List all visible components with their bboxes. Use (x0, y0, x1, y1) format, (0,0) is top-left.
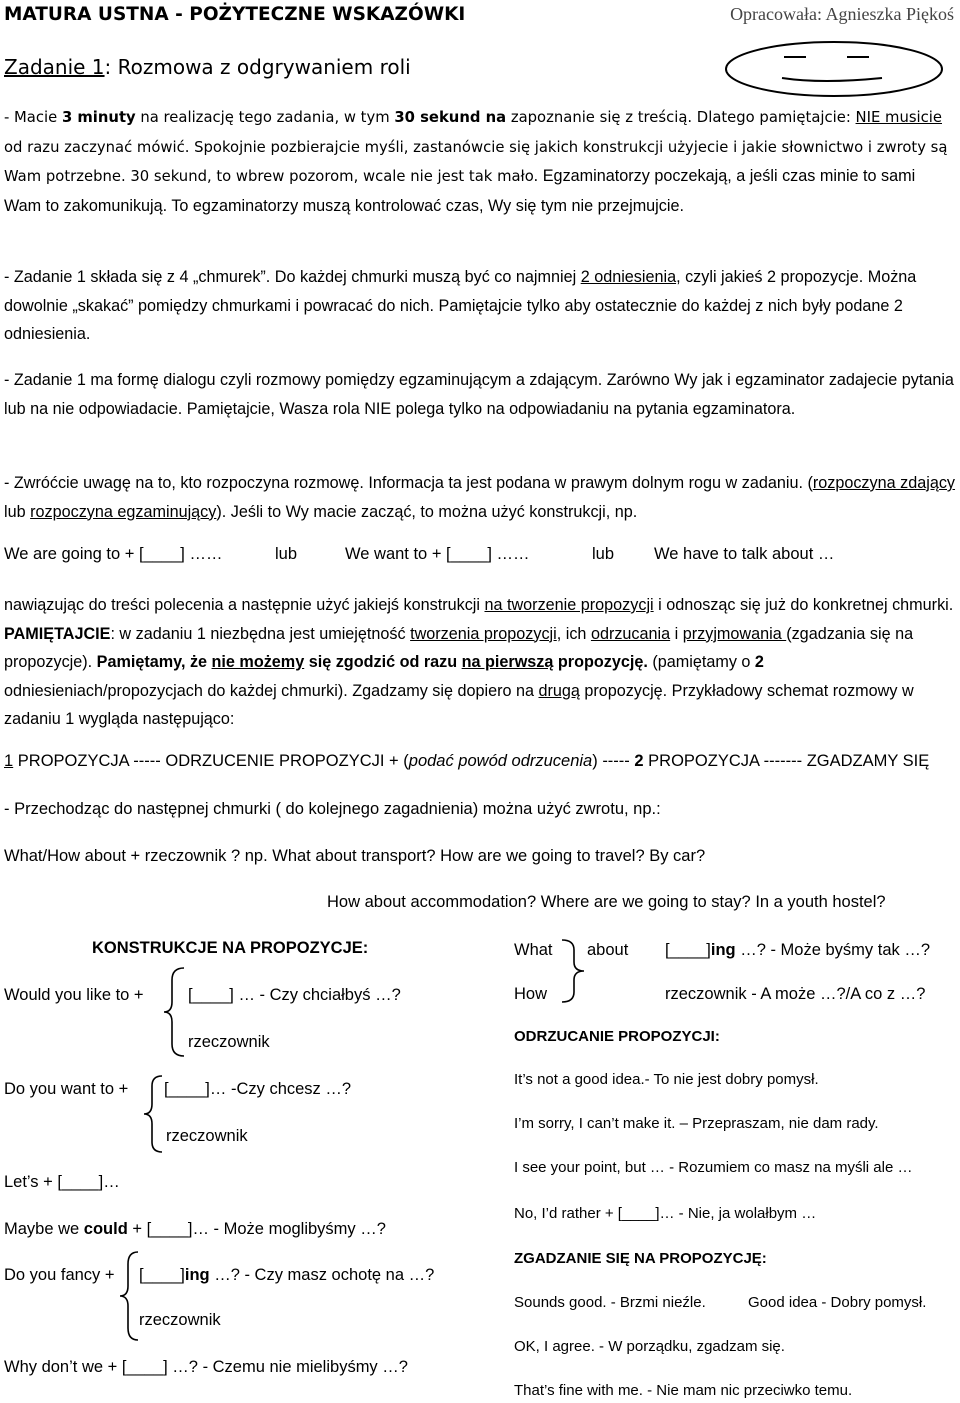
accept-2: Good idea - Dobry pomysł. (748, 1294, 927, 1311)
constructions-heading: KONSTRUKCJE NA PROPOZYCJE: (92, 939, 369, 957)
example-talk-about: We have to talk about … (654, 545, 835, 563)
rejecting-heading: ODRZUCANIE PROPOZYCJI: (514, 1028, 720, 1045)
would-you-like: Would you like to + (4, 986, 144, 1004)
paragraph-proposals: nawiązując do treści polecenia a następnie użyć jakiejś konstrukcji na tworzenie propozycji i odnosząc się już do konkretnej chmurki. PAMIĘTAJCIE: w zadaniu 1 niezbędna jest umiejętność tworzenia propozycji, ich odrzucania i przyjmowania (zgadzania się na propozycje). Pamiętamy, że nie możemy się zgodzić od razu na pierwszą propozycję. (pamiętamy o 2 odniesieniach/propozycjach do każdej chmurki). Zgadzamy się dopiero na drugą propozycję. Przykładowy schemat rozmowy w zadaniu 1 wygląda następująco: (4, 596, 954, 728)
reject-2: I’m sorry, I can’t make it. – Przepraszam, nie dam rady. (514, 1115, 879, 1132)
document-title: MATURA USTNA - POŻYTECZNE WSKAZÓWKI (4, 4, 466, 25)
do-you-fancy-verb: [____]ing …? - Czy masz ochotę na …? (139, 1266, 435, 1284)
task-name: : Rozmowa z odgrywaniem roli (104, 55, 411, 79)
example-or-2: lub (592, 545, 615, 563)
do-you-fancy-noun: rzeczownik (139, 1311, 221, 1329)
example-or-1: lub (275, 545, 298, 563)
do-you-want-verb: [____]… -Czy chcesz …? (164, 1080, 352, 1098)
lets: Let’s + [____]… (4, 1173, 120, 1191)
paragraph-timing: - Macie 3 minuty na realizację tego zadania, w tym 30 sekund na zapoznanie się z treścią. Dlatego pamiętajcie: NIE musicie od razu zaczynać mówić. Spokojnie pozbierajcie myśli, zastanówcie się jakich konstrukcji użyjecie i jakie słownictwo i zwroty są Wam potrzebne. 30 sekund, to wbrew pozorom, wcale nie jest tak mało. Egzaminatorzy poczekają, a jeśli czas minie to sami Wam to zakomunikują. To egzaminatorzy muszą kontrolować czas, Wy się tym nie przejmujcie. (4, 109, 948, 215)
brace-icon (142, 1074, 164, 1154)
would-you-like-noun: rzeczownik (188, 1033, 270, 1051)
about-label: about (587, 941, 629, 959)
how-about-example: How about accommodation? Where are we going to stay? In a youth hostel? (327, 893, 886, 911)
do-you-fancy: Do you fancy + (4, 1266, 115, 1284)
paragraph-clouds: - Zadanie 1 składa się z 4 „chmurek”. Do każdej chmurki muszą być co najmniej 2 odniesienia, czyli jakieś 2 propozycje. Można dowolnie „skakać” pomiędzy chmurkami i powracać do nich. Pamiętajcie tylko aby ostatecznie do każdej z nich były podane 2 odniesienia. (4, 268, 917, 343)
example-want-to: We want to + [____] …… (345, 545, 530, 563)
task-heading (4, 55, 411, 79)
brace-icon (162, 966, 186, 1058)
task-number: Zadanie 1 (4, 55, 105, 79)
how-label: How (514, 985, 548, 1003)
accept-3: OK, I agree. - W porządku, zgadzam się. (514, 1338, 785, 1355)
paragraph-next-cloud: - Przechodząc do następnej chmurki ( do kolejnego zagadnienia) można użyć zwrotu, np.: (4, 800, 661, 818)
reject-4: No, I’d rather + [____]… - Nie, ja wolałbym … (514, 1205, 817, 1222)
maybe-we-could: Maybe we could + [____]… - Może moglibyśmy …? (4, 1220, 386, 1238)
accepting-heading: ZGADZANIE SIĘ NA PROPOZYCJĘ: (514, 1250, 767, 1267)
would-you-like-verb: [____] … - Czy chciałbyś …? (188, 986, 401, 1004)
brace-right-icon (560, 938, 586, 1004)
paragraph-dialogue: - Zadanie 1 ma formę dialogu czyli rozmowy pomiędzy egzaminującym a zdającym. Zarówno Wy jak i egzaminator zadajecie pytania lub na nie odpowiadacie. Pamiętajcie, Wasza rola NIE polega tylko na odpowiadaniu na pytania egzaminatora. (4, 371, 954, 418)
what-about-example: What/How about + rzeczownik ? np. What about transport? How are we going to travel? By car? (4, 847, 706, 865)
brace-icon (118, 1250, 140, 1342)
why-dont-we: Why don’t we + [____] …? - Czemu nie mielibyśmy …? (4, 1358, 408, 1376)
about-ing-phrase: [____]ing …? - Może byśmy tak …? (665, 941, 931, 959)
do-you-want: Do you want to + (4, 1080, 129, 1098)
about-noun-phrase: rzeczownik - A może …?/A co z …? (665, 985, 926, 1003)
conversation-scheme: 1 PROPOZYCJA ----- ODRZUCENIE PROPOZYCJI + (podać powód odrzucenia) ----- 2 PROPOZYCJA ------- ZGADZAMY SIĘ (4, 752, 930, 770)
example-going-to: We are going to + [____] …… (4, 545, 223, 563)
smiley-face-icon (722, 38, 946, 100)
paragraph-who-starts: - Zwróćcie uwagę na to, kto rozpoczyna rozmowę. Informacja ta jest podana w prawym dolnym rogu w zadaniu. (rozpoczyna zdający lub rozpoczyna egzaminujący). Jeśli to Wy macie zacząć, to można użyć konstrukcji, np. (4, 474, 956, 521)
reject-1: It’s not a good idea.- To nie jest dobry pomysł. (514, 1071, 819, 1088)
reject-3: I see your point, but … - Rozumiem co masz na myśli ale … (514, 1159, 913, 1176)
what-label: What (514, 941, 553, 959)
do-you-want-noun: rzeczownik (166, 1127, 248, 1145)
author-credit: Opracowała: Agnieszka Piękoś (730, 4, 954, 24)
accept-1: Sounds good. - Brzmi nieźle. (514, 1294, 706, 1311)
accept-4: That’s fine with me. - Nie mam nic przeciwko temu. (514, 1382, 853, 1399)
